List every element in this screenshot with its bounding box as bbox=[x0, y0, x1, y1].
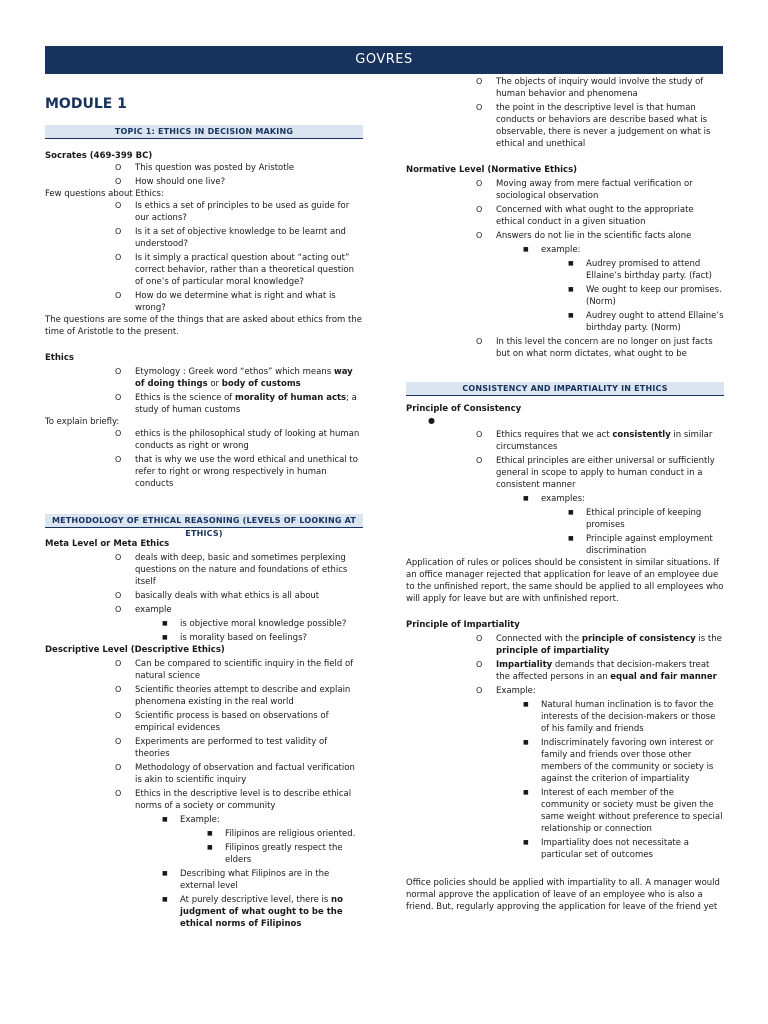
list-item: ■ Example: bbox=[162, 815, 220, 825]
list-item: O ethics is the philosophical study of looking at human conducts as right or wrong bbox=[115, 429, 360, 451]
circle-bullet-icon: O bbox=[115, 253, 122, 262]
circle-bullet-icon: O bbox=[115, 763, 122, 772]
circle-bullet-icon: O bbox=[115, 737, 122, 746]
few-questions-label: Few questions about Ethics: bbox=[45, 189, 164, 199]
circle-bullet-icon: O bbox=[115, 367, 122, 376]
list-item: O Impartiality demands that decision-makers treat the affected persons in an equal and fair manner bbox=[476, 660, 717, 682]
list-item: O Concerned with what ought to the appropriate ethical conduct in a given situation bbox=[476, 205, 694, 227]
circle-bullet-icon: O bbox=[476, 634, 483, 643]
questions-summary: The questions are some of the things that are asked about ethics from the time of Aristotle to the present. bbox=[45, 315, 362, 337]
list-item: O the point in the descriptive level is that human conducts or behaviors are describe based what is observable, there is never a judgement on what is ethical and unethical bbox=[476, 103, 711, 149]
circle-bullet-icon: O bbox=[115, 685, 122, 694]
circle-bullet-icon: O bbox=[115, 429, 122, 438]
descriptive-heading: Descriptive Level (Descriptive Ethics) bbox=[45, 645, 225, 655]
document-banner: GOVRES bbox=[45, 46, 723, 74]
list-item: O In this level the concern are no longer on just facts but on what norm dictates, what ought to be bbox=[476, 337, 713, 359]
list-item: O Ethics in the descriptive level is to describe ethical norms of a society or community bbox=[115, 789, 352, 811]
circle-bullet-icon: O bbox=[476, 231, 483, 240]
circle-bullet-icon: O bbox=[115, 163, 122, 172]
square-bullet-icon: ■ bbox=[207, 844, 213, 851]
list-item: O Scientific process is based on observations of empirical evidences bbox=[115, 711, 329, 733]
square-bullet-icon: ■ bbox=[568, 260, 574, 267]
list-item: O Ethics is the science of morality of human acts; a study of human customs bbox=[115, 393, 357, 415]
list-item: O Is it simply a practical question about “acting out” correct behavior, rather than a theoretical question of one’s of particular moral knowledge? bbox=[115, 253, 355, 287]
square-bullet-icon: ■ bbox=[523, 495, 529, 502]
list-item: ■ Filipinos are religious oriented. bbox=[207, 829, 356, 839]
square-bullet-icon: ■ bbox=[207, 830, 213, 837]
list-item: ■ examples: bbox=[523, 494, 585, 504]
circle-bullet-icon: O bbox=[115, 455, 122, 464]
circle-bullet-icon: O bbox=[115, 553, 122, 562]
list-item: O example bbox=[115, 605, 172, 615]
ethics-heading: Ethics bbox=[45, 353, 74, 363]
circle-bullet-icon: O bbox=[476, 103, 483, 112]
list-item: O Moving away from mere factual verification or sociological observation bbox=[476, 179, 693, 201]
list-item: ■ Filipinos greatly respect the elders bbox=[207, 843, 343, 865]
list-item: ■ We ought to keep our promises. (Norm) bbox=[568, 285, 722, 307]
list-item: O deals with deep, basic and sometimes perplexing questions on the nature and foundations of ethics itself bbox=[115, 553, 348, 587]
list-item: ■ example: bbox=[523, 245, 581, 255]
list-item: ■ Interest of each member of the community or society must be given the same weight without preference to special relationship or connection bbox=[523, 788, 723, 834]
list-item: O Connected with the principle of consistency is the principle of impartiality bbox=[476, 634, 722, 656]
list-item: O Can be compared to scientific inquiry in the field of natural science bbox=[115, 659, 354, 681]
square-bullet-icon: ■ bbox=[523, 789, 529, 796]
list-item: ■ Describing what Filipinos are in the external level bbox=[162, 869, 330, 891]
list-item: O Example: bbox=[476, 686, 536, 696]
meta-heading: Meta Level or Meta Ethics bbox=[45, 539, 170, 549]
circle-bullet-icon: O bbox=[476, 205, 483, 214]
list-item: O that is why we use the word ethical and unethical to refer to right or wrong respectively in human conducts bbox=[115, 455, 358, 489]
square-bullet-icon: ■ bbox=[162, 634, 168, 641]
circle-bullet-icon: O bbox=[115, 291, 122, 300]
list-item: O How should one live? bbox=[115, 177, 226, 187]
topic-heading-methodology: METHODOLOGY OF ETHICAL REASONING (LEVELS OF LOOKING AT ETHICS) bbox=[45, 514, 363, 528]
list-item: O basically deals with what ethics is all about bbox=[115, 591, 320, 601]
circle-bullet-icon: O bbox=[115, 177, 122, 186]
office-policy-paragraph: Office policies should be applied with impartiality to all. A manager would normal approve the application of leave of an employee who is also a friend. But, regularly approving the application for leave of the friend yet bbox=[406, 878, 720, 912]
square-bullet-icon: ■ bbox=[162, 816, 168, 823]
list-item: ■ Audrey promised to attend Ellaine’s birthday party. (fact) bbox=[568, 259, 712, 281]
list-item: O Scientific theories attempt to describe and explain phenomena existing in the real world bbox=[115, 685, 351, 707]
impartiality-heading: Principle of Impartiality bbox=[406, 620, 520, 630]
circle-bullet-icon: O bbox=[115, 605, 122, 614]
list-item: ■ Impartiality does not necessitate a particular set of outcomes bbox=[523, 838, 689, 860]
square-bullet-icon: ■ bbox=[523, 839, 529, 846]
dot-bullet-icon: ● bbox=[428, 416, 435, 425]
list-item: O Ethical principles are either universal or sufficiently general in scope to apply to human conduct in a consistent manner bbox=[476, 456, 715, 490]
consistency-heading: Principle of Consistency bbox=[406, 404, 522, 414]
square-bullet-icon: ■ bbox=[568, 509, 574, 516]
normative-heading: Normative Level (Normative Ethics) bbox=[406, 165, 578, 175]
circle-bullet-icon: O bbox=[115, 711, 122, 720]
left-column bbox=[45, 125, 363, 930]
circle-bullet-icon: O bbox=[115, 591, 122, 600]
list-item: ■ is objective moral knowledge possible? bbox=[162, 619, 347, 629]
list-item: O Is ethics a set of principles to be used as guide for our actions? bbox=[115, 201, 350, 223]
square-bullet-icon: ■ bbox=[162, 896, 168, 903]
right-column bbox=[406, 76, 724, 913]
list-item: ■ Ethical principle of keeping promises bbox=[568, 508, 702, 530]
consistency-paragraph: Application of rules or polices should be consistent in similar situations. If an office manager rejected that application for leave of an employee due to the unfinished report, the same should be applied to all employees who will apply for leave but are with unfinished report. bbox=[406, 558, 724, 604]
circle-bullet-icon: O bbox=[115, 227, 122, 236]
list-item: ■ At purely descriptive level, there is no judgment of what ought to be the ethical norms of Filipinos bbox=[162, 895, 343, 929]
list-item: O Etymology : Greek word “ethos” which means way of doing things or body of customs bbox=[115, 367, 353, 389]
circle-bullet-icon: O bbox=[115, 201, 122, 210]
square-bullet-icon: ■ bbox=[523, 739, 529, 746]
list-item: O Methodology of observation and factual verification is akin to scientific inquiry bbox=[115, 763, 355, 785]
module-title: MODULE 1 bbox=[45, 96, 127, 112]
list-item: ■ Indiscriminately favoring own interest or family and friends over those other members of the community or society is against the criterion of impartiality bbox=[523, 738, 714, 784]
circle-bullet-icon: O bbox=[476, 686, 483, 695]
list-item: ■ Natural human inclination is to favor the interests of the decision-makers or those of his family and friends bbox=[523, 700, 716, 734]
topic-heading-ethics-decision-making: TOPIC 1: ETHICS IN DECISION MAKING bbox=[45, 125, 363, 139]
square-bullet-icon: ■ bbox=[568, 312, 574, 319]
list-item: O The objects of inquiry would involve the study of human behavior and phenomena bbox=[476, 77, 704, 99]
list-item: ■ Principle against employment discrimination bbox=[568, 534, 713, 556]
list-item: O Is it a set of objective knowledge to be learnt and understood? bbox=[115, 227, 346, 249]
list-item bbox=[406, 415, 724, 427]
square-bullet-icon: ■ bbox=[523, 246, 529, 253]
circle-bullet-icon: O bbox=[476, 77, 483, 86]
square-bullet-icon: ■ bbox=[162, 620, 168, 627]
square-bullet-icon: ■ bbox=[568, 535, 574, 542]
list-item: O Answers do not lie in the scientific facts alone bbox=[476, 231, 692, 241]
list-item: O How do we determine what is right and what is wrong? bbox=[115, 291, 336, 313]
square-bullet-icon: ■ bbox=[568, 286, 574, 293]
circle-bullet-icon: O bbox=[476, 337, 483, 346]
socrates-heading: Socrates (469-399 BC) bbox=[45, 151, 153, 161]
list-item: O Ethics requires that we act consistently in similar circumstances bbox=[476, 430, 713, 452]
circle-bullet-icon: O bbox=[476, 179, 483, 188]
circle-bullet-icon: O bbox=[115, 789, 122, 798]
list-item: ■ is morality based on feelings? bbox=[162, 633, 308, 643]
topic-heading-consistency: CONSISTENCY AND IMPARTIALITY IN ETHICS bbox=[406, 382, 724, 396]
square-bullet-icon: ■ bbox=[162, 870, 168, 877]
circle-bullet-icon: O bbox=[476, 456, 483, 465]
circle-bullet-icon: O bbox=[115, 659, 122, 668]
list-item: O Experiments are performed to test validity of theories bbox=[115, 737, 328, 759]
explain-label: To explain briefly: bbox=[45, 417, 120, 427]
list-item: O This question was posted by Aristotle bbox=[115, 163, 295, 173]
list-item: ■ Audrey ought to attend Ellaine’s birthday party. (Norm) bbox=[568, 311, 724, 333]
circle-bullet-icon: O bbox=[115, 393, 122, 402]
square-bullet-icon: ■ bbox=[523, 701, 529, 708]
circle-bullet-icon: O bbox=[476, 660, 483, 669]
circle-bullet-icon: O bbox=[476, 430, 483, 439]
